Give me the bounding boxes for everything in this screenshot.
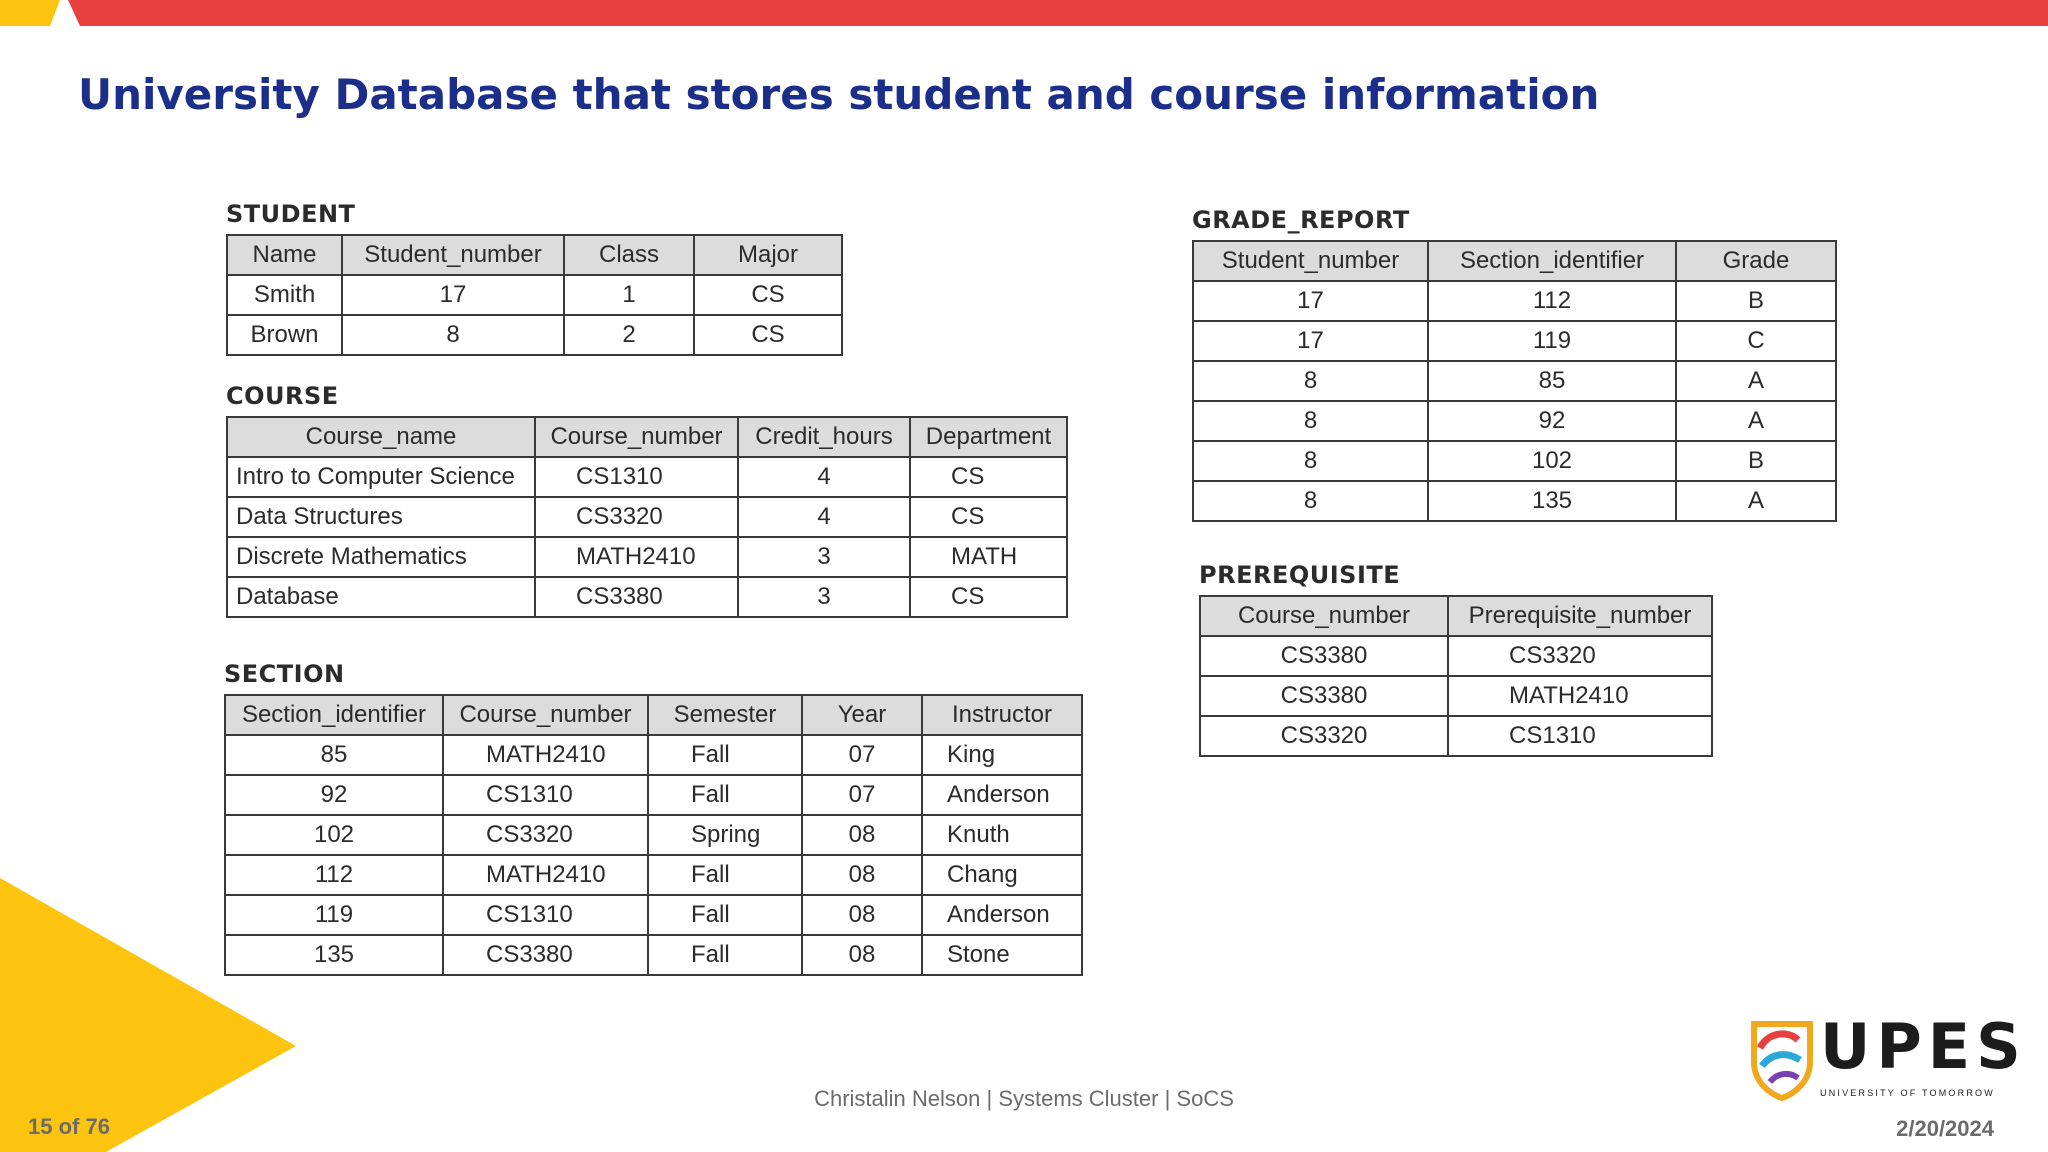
table-cell: 85 (225, 735, 443, 775)
table-cell: MATH2410 (443, 855, 648, 895)
table-header-row (227, 417, 1067, 457)
table-cell: 4 (738, 497, 910, 537)
table-cell: Data Structures (227, 497, 535, 537)
table-cell: 08 (802, 935, 922, 975)
table-header-row (1193, 241, 1836, 281)
table-row (225, 775, 1082, 815)
page-number: 15 of 76 (28, 1114, 110, 1139)
column-header: Semester (648, 695, 802, 735)
relation-name: SECTION (224, 660, 345, 688)
table-cell: King (922, 735, 1082, 775)
table-cell: Knuth (922, 815, 1082, 855)
student-relation (226, 200, 843, 356)
column-header: Year (802, 695, 922, 735)
slide-title: University Database that stores student and course information (78, 70, 1600, 119)
table-cell: 92 (1428, 401, 1676, 441)
relation-name: COURSE (226, 382, 339, 410)
table-cell: CS3320 (1200, 716, 1448, 756)
table-cell: CS1310 (1448, 716, 1712, 756)
table-cell: CS3380 (1200, 676, 1448, 716)
table-cell: 135 (1428, 481, 1676, 521)
table-cell: 08 (802, 815, 922, 855)
table-row (225, 735, 1082, 775)
section-table (224, 694, 1083, 976)
table-row (227, 275, 842, 315)
table-cell: 102 (1428, 441, 1676, 481)
table-cell: CS3320 (535, 497, 738, 537)
table-cell: MATH2410 (535, 537, 738, 577)
table-cell: 135 (225, 935, 443, 975)
table-cell: Fall (648, 895, 802, 935)
top-accent-bar (0, 0, 2048, 26)
table-cell: Anderson (922, 895, 1082, 935)
table-cell: 112 (225, 855, 443, 895)
table-cell: 92 (225, 775, 443, 815)
table-cell: CS (910, 497, 1067, 537)
table-row (225, 895, 1082, 935)
table-row (227, 537, 1067, 577)
table-cell: B (1676, 281, 1836, 321)
logo-wordmark: UPES (1820, 1010, 2027, 1083)
column-header: Section_identifier (1428, 241, 1676, 281)
table-cell: A (1676, 401, 1836, 441)
table-cell: 8 (1193, 401, 1428, 441)
column-header: Course_number (443, 695, 648, 735)
table-cell: 08 (802, 855, 922, 895)
upes-logo (1748, 1010, 2027, 1102)
table-cell: Smith (227, 275, 342, 315)
table-cell: C (1676, 321, 1836, 361)
table-row (1193, 401, 1836, 441)
table-cell: Discrete Mathematics (227, 537, 535, 577)
table-cell: 85 (1428, 361, 1676, 401)
column-header: Section_identifier (225, 695, 443, 735)
shield-icon (1748, 1018, 1816, 1102)
table-cell: 8 (1193, 481, 1428, 521)
table-cell: MATH (910, 537, 1067, 577)
prerequisite-relation (1199, 561, 1713, 757)
grade-report-table (1192, 240, 1837, 522)
table-cell: 17 (342, 275, 564, 315)
table-cell: Fall (648, 855, 802, 895)
column-header: Department (910, 417, 1067, 457)
table-row (1193, 281, 1836, 321)
column-header: Name (227, 235, 342, 275)
table-cell: Fall (648, 735, 802, 775)
grade-report-relation (1192, 206, 1837, 522)
column-header: Prerequisite_number (1448, 596, 1712, 636)
table-cell: CS (910, 457, 1067, 497)
table-header-row (1200, 596, 1712, 636)
table-cell: CS (694, 275, 842, 315)
table-cell: Spring (648, 815, 802, 855)
table-row (227, 457, 1067, 497)
table-cell: Stone (922, 935, 1082, 975)
prerequisite-table (1199, 595, 1713, 757)
table-row (1193, 441, 1836, 481)
relation-name: PREREQUISITE (1199, 561, 1401, 589)
table-row (1193, 481, 1836, 521)
table-cell: 102 (225, 815, 443, 855)
table-cell: 119 (225, 895, 443, 935)
table-cell: Fall (648, 775, 802, 815)
table-row (227, 315, 842, 355)
table-header-row (225, 695, 1082, 735)
section-relation (224, 660, 1083, 976)
footer-date: 2/20/2024 (1896, 1116, 1994, 1141)
column-header: Course_number (535, 417, 738, 457)
table-cell: 07 (802, 775, 922, 815)
table-cell: MATH2410 (1448, 676, 1712, 716)
table-cell: 07 (802, 735, 922, 775)
table-cell: 3 (738, 537, 910, 577)
table-cell: CS3320 (443, 815, 648, 855)
table-cell: Chang (922, 855, 1082, 895)
table-cell: 17 (1193, 321, 1428, 361)
table-row (1200, 676, 1712, 716)
footer-author: Christalin Nelson | Systems Cluster | SoCS (814, 1086, 1234, 1111)
table-cell: 3 (738, 577, 910, 617)
course-relation (226, 382, 1068, 618)
table-row (227, 497, 1067, 537)
table-cell: A (1676, 361, 1836, 401)
student-table (226, 234, 843, 356)
table-cell: 4 (738, 457, 910, 497)
relation-name: STUDENT (226, 200, 356, 228)
table-cell: A (1676, 481, 1836, 521)
column-header: Instructor (922, 695, 1082, 735)
table-header-row (227, 235, 842, 275)
table-cell: 112 (1428, 281, 1676, 321)
table-cell: Anderson (922, 775, 1082, 815)
column-header: Course_name (227, 417, 535, 457)
table-cell: 8 (1193, 441, 1428, 481)
table-cell: CS3380 (535, 577, 738, 617)
table-row (1193, 361, 1836, 401)
column-header: Class (564, 235, 694, 275)
table-row (225, 855, 1082, 895)
column-header: Major (694, 235, 842, 275)
logo-tagline: UNIVERSITY OF TOMORROW (1820, 1088, 1995, 1098)
table-cell: CS1310 (443, 775, 648, 815)
table-cell: 119 (1428, 321, 1676, 361)
table-cell: Fall (648, 935, 802, 975)
column-header: Course_number (1200, 596, 1448, 636)
table-cell: MATH2410 (443, 735, 648, 775)
column-header: Grade (1676, 241, 1836, 281)
course-table (226, 416, 1068, 618)
table-row (225, 935, 1082, 975)
table-cell: CS1310 (443, 895, 648, 935)
table-cell: 2 (564, 315, 694, 355)
table-row (1200, 716, 1712, 756)
table-cell: 1 (564, 275, 694, 315)
table-cell: B (1676, 441, 1836, 481)
table-cell: Database (227, 577, 535, 617)
column-header: Credit_hours (738, 417, 910, 457)
table-cell: CS (694, 315, 842, 355)
column-header: Student_number (1193, 241, 1428, 281)
table-cell: CS (910, 577, 1067, 617)
table-row (227, 577, 1067, 617)
table-cell: CS1310 (535, 457, 738, 497)
table-cell: Brown (227, 315, 342, 355)
table-cell: CS3380 (1200, 636, 1448, 676)
table-row (225, 815, 1082, 855)
column-header: Student_number (342, 235, 564, 275)
table-cell: CS3320 (1448, 636, 1712, 676)
table-cell: 8 (342, 315, 564, 355)
table-cell: 17 (1193, 281, 1428, 321)
table-row (1193, 321, 1836, 361)
table-cell: CS3380 (443, 935, 648, 975)
table-row (1200, 636, 1712, 676)
table-cell: 08 (802, 895, 922, 935)
table-cell: 8 (1193, 361, 1428, 401)
relation-name: GRADE_REPORT (1192, 206, 1410, 234)
table-cell: Intro to Computer Science (227, 457, 535, 497)
